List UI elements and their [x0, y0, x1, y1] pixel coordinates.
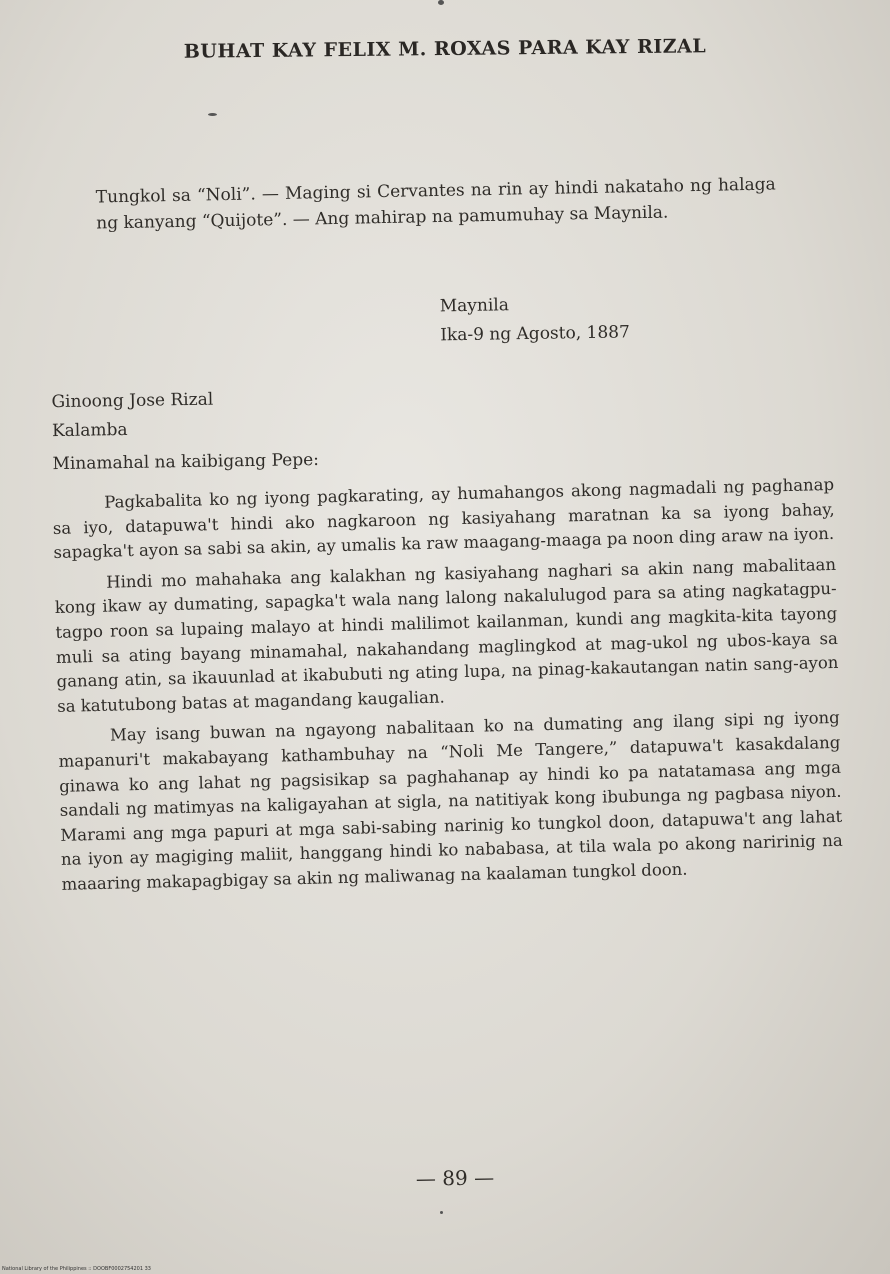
letter-dateline	[440, 288, 741, 351]
footer-credit: National Library of the Philippines :: DOOBF0002754201 33	[2, 1266, 151, 1272]
chapter-heading: BUHAT KAY FELIX M. ROXAS PARA KAY RIZAL	[183, 35, 707, 63]
body-paragraph: Hindi mo mahahaka ang kalakhan ng kasiyahang naghari sa akin nang mabalitaan kong ikaw ay dumating, sapagka't wala nang lalong nakalulugod para sa ating nagkatagpu-tagpo roon sa lupaing malayo at hindi malilimot kailanman, kundi ang magkita-kita tayong muli sa ating bayang minamahal, nakahandang maglingkod at mag-ukol ng ubos-kaya sa ganang atin, sa ikauunlad at ikabubuti ng ating lupa, na pinag-kakautangan natin sang-ayon sa katutubong batas at magandang kaugalian.	[54, 554, 839, 716]
chapter-summary: Tungkol sa “Noli”. — Maging si Cervantes na rin ay hindi nakataho ng halaga ng kanyang “Quijote”. — Ang mahirap na pamumuhay sa Maynila.	[95, 174, 776, 234]
page-number: — 89 —	[415, 1165, 495, 1191]
letter-addressee	[51, 382, 452, 479]
dateline-date: Ika-9 ng Agosto, 1887	[440, 322, 630, 346]
addressee-location: Kalamba	[51, 419, 128, 442]
body-paragraph: Pagkabalita ko ng iyong pagkarating, ay humahangos akong nagmadali ng paghanap sa iyo, datapuwa't hindi ako nagkaroon ng kasiyahang maratnan ka sa iyong bahay, sapagka't ayon sa sabi sa akin, ay umalis ka raw maagang-maaga pa noon ding araw na iyon.	[52, 474, 835, 563]
ink-speck	[440, 1211, 443, 1214]
letter-body	[52, 473, 844, 903]
dateline-place: Maynila	[439, 295, 510, 317]
ink-speck	[208, 113, 217, 116]
salutation: Minamahal na kaibigang Pepe:	[52, 449, 320, 475]
addressee-name: Ginoong Jose Rizal	[51, 389, 214, 413]
body-paragraph: May isang buwan na ngayong nabalitaan ko na dumating ang ilang sipi ng iyong mapanuri't makabayang kathambuhay na “Noli Me Tangere,” datapuwa't kasakdalang ginawa ko ang lahat ng pagsisikap sa paghahanap ay hindi ko pa natatamasa ang mga sandali ng matimyas na kaligayahan at sigla, na natitiyak kong ibubunga ng pagbasa niyon. Marami ang mga papuri at mga sabi-sabing narinig ko tungkol doon, datapuwa't ang lahat na iyon ay magiging maliit, hanggang hindi ko nababasa, at tila wala po akong naririnig na maaaring makapagbigay sa akin ng maliwanag na kaalaman tungkol doon.	[58, 708, 843, 894]
ink-speck	[438, 0, 444, 5]
